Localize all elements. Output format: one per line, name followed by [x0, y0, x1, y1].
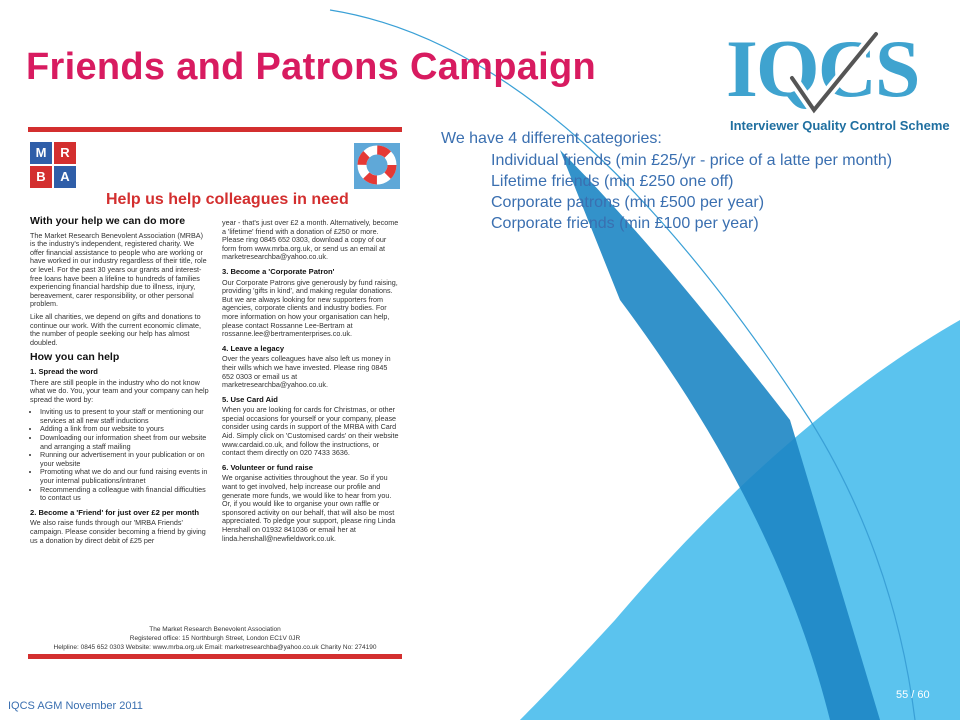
categories-heading: We have 4 different categories:	[441, 130, 662, 147]
flyer-subheading: 2. Become a 'Friend' for just over £2 per month	[30, 507, 200, 517]
flyer-paragraph: Our Corporate Patrons give generously by fund raising, providing 'gifts in kind', and making regular donations. But we are always looking for new supporters from agencies, corporate clients and industry bodies. For more information on how your organisation can help, please contact Rossanne Lee-Bertram at rossanne.lee@bertramenterprises.co.uk.	[222, 277, 398, 339]
flyer-bullet: • Inviting us to present to your staff or mentioning our services at all new staff inductions	[40, 408, 210, 425]
flyer-paragraph: Like all charities, we depend on gifts and donations to continue our work. With the current economic climate, the number of people seeking our help has almost doubled.	[30, 311, 201, 347]
flyer-bullet: • Downloading our information sheet from our website and arranging a staff mailing	[40, 434, 210, 451]
flyer-headline: Help us help colleagues in need	[106, 191, 349, 208]
flyer-paragraph: The Market Research Benevolent Association (MRBA) is the industry's independent, registered charity. We offer financial assistance to people who are working or have worked in our industry regardless of their title, role or level. For the past 30 years our grants and interest-free loans have been a lifeline to hundreds of families experiencing financial hardship due to illness, injury, bereavement, carer responsibility, or other personal problem.	[30, 230, 207, 309]
iqcs-logo	[722, 23, 952, 138]
mrba-letter: A	[54, 166, 76, 188]
flyer-bottom-bar	[28, 654, 402, 659]
flyer-bullet: • Promoting what we do and our fund raising events in your internal publications/intranet	[40, 468, 210, 485]
flyer-bullet: • Recommending a colleague with financial difficulties to contact us	[40, 486, 210, 503]
flyer-footer-line: The Market Research Benevolent Association	[149, 626, 281, 633]
flyer-bullet-list	[30, 408, 210, 503]
slide-title: Friends and Patrons Campaign	[26, 46, 597, 88]
slide-footer: IQCS AGM November 2011	[8, 700, 143, 712]
flyer-subheading: 6. Volunteer or fund raise	[222, 462, 314, 472]
category-item: Corporate patrons (min £500 per year)	[491, 194, 765, 211]
flyer-paragraph: When you are looking for cards for Christmas, or other special occasions for yourself or your company, please consider using cards in support of the MRBA with Card Aid. Simply click on 'Customised cards' on their website www.cardaid.co.uk, and follow the instructions, or contact them directly on 020 7433 3636.	[222, 405, 399, 458]
flyer-footer	[28, 625, 402, 652]
category-item: Corporate friends (min £100 per year)	[491, 215, 759, 232]
mrba-flyer	[28, 127, 402, 661]
flyer-subheading: 4. Leave a legacy	[222, 343, 285, 353]
flyer-paragraph: We organise activities throughout the year. So if you want to get involved, help increase our profile and generate more funds, we would like to hear from you. Or, if you would like to organise your own raffle or sponsored activity on our behalf, that will also be most appreciated. To pledge your support, please ring Linda Henshall on 01932 841036 or email her at linda.henshall@newfieldwork.co.uk.	[222, 473, 396, 543]
flyer-subheading: 5. Use Card Aid	[222, 394, 278, 404]
flyer-paragraph: year - that's just over £2 a month. Alternatively, become a 'lifetime' friend with a donation of £250 or more. Please ring 0845 652 0303, download a copy of our form from www.mrba.org.uk, or send us an email at marketresearchba@yahoo.co.uk.	[222, 218, 399, 262]
lifebuoy-icon	[354, 143, 400, 189]
categories-list	[441, 128, 911, 234]
mrba-letter: M	[30, 142, 52, 164]
flyer-bullet: • Running our advertisement in your publication or on your website	[40, 451, 210, 468]
flyer-paragraph: We also raise funds through our 'MRBA Friends' campaign. Please consider becoming a friend by giving us a donation by direct debit of £25 per	[30, 518, 206, 545]
flyer-bullet: • Adding a link from our website to yours	[40, 425, 210, 434]
flyer-paragraph: Over the years colleagues have also left us money in their wills which we have invested. Please ring 0845 652 0303 or email us at marketresearchba@yahoo.co.uk.	[222, 354, 391, 390]
flyer-top-bar	[28, 127, 402, 132]
mrba-letter: B	[30, 166, 52, 188]
page-number: 55 / 60	[896, 689, 930, 701]
flyer-footer-line: Helpline: 0845 652 0303 Website: www.mrba.org.uk Email: marketresearchba@yahoo.co.uk Charity No: 274190	[53, 644, 377, 651]
flyer-paragraph: There are still people in the industry who do not know what we do. You, your team and your company can help spread the word by:	[30, 377, 209, 404]
flyer-footer-line: Registered office: 15 Northburgh Street, London EC1V 0JR	[129, 635, 301, 642]
flyer-subheading: 3. Become a 'Corporate Patron'	[222, 266, 335, 276]
flyer-subheading: 1. Spread the word	[30, 366, 98, 376]
flyer-heading: With your help we can do more	[30, 215, 186, 227]
flyer-heading: How you can help	[30, 351, 120, 364]
logo-subtitle: Interviewer Quality Control Scheme	[730, 118, 950, 133]
mrba-logo	[30, 142, 80, 192]
flyer-left-column	[30, 211, 210, 549]
category-item: Lifetime friends (min £250 one off)	[491, 173, 734, 190]
category-item: Individual friends (min £25/yr - price of a latte per month)	[491, 152, 893, 169]
checkmark-icon	[784, 28, 884, 118]
flyer-right-column	[222, 219, 400, 547]
mrba-letter: R	[54, 142, 76, 164]
logo-letters: IQCS	[726, 23, 919, 114]
